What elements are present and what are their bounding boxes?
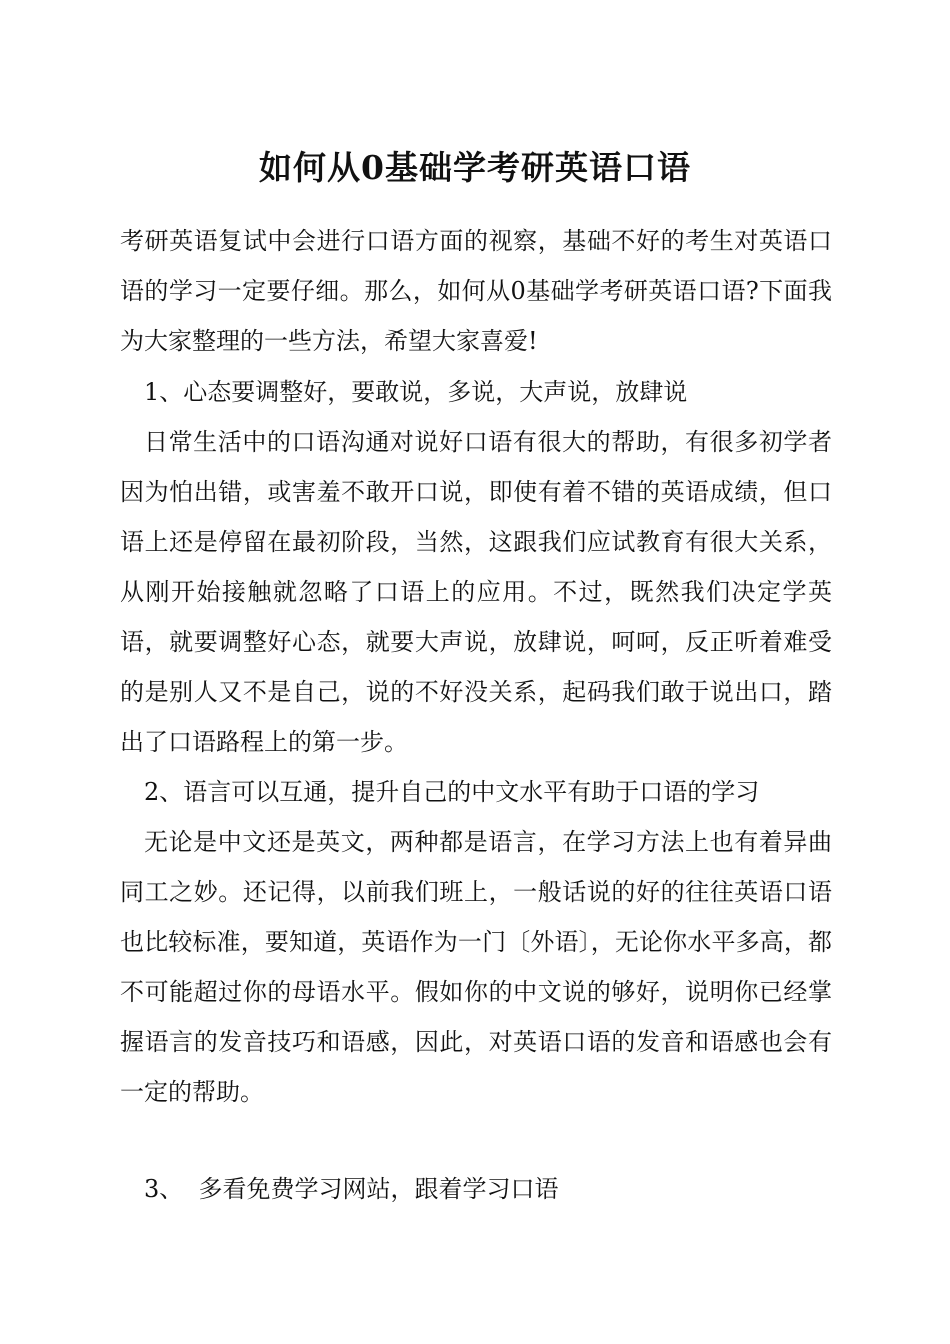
section-3-heading: 3、 多看免费学习网站，跟着学习口语 [144, 1175, 559, 1203]
section-2-body: 无论是中文还是英文，两种都是语言，在学习方法上也有着异曲同工之妙。还记得，以前我们班上，一般话说的好的往往英语口语也比较标准，要知道，英语作为一门〔外语〕，无论你水平多高，都不可能超过你的母语水平。假如你的中文说的够好，说明你已经掌握语言的发音技巧和语感，因此，对英语口语的发音和语感也会有一定的帮助。 [120, 828, 832, 1106]
section-1-heading: 1、心态要调整好，要敢说，多说，大声说，放肆说 [144, 378, 688, 406]
intro-paragraph: 考研英语复试中会进行口语方面的视察，基础不好的考生对英语口语的学习一定要仔细。那么，如何从0基础学考研英语口语?下面我为大家整理的一些方法，希望大家喜爱! [120, 227, 832, 355]
document-title: 如何从0基础学考研英语口语 [259, 148, 691, 187]
section-1-body: 日常生活中的口语沟通对说好口语有很大的帮助，有很多初学者因为怕出错，或害羞不敢开口说，即使有着不错的英语成绩，但口语上还是停留在最初阶段，当然，这跟我们应试教育有很大关系，从刚开始接触就忽略了口语上的应用。不过，既然我们决定学英语，就要调整好心态，就要大声说，放肆说，呵呵，反正听着难受的是别人又不是自己，说的不好没关系，起码我们敢于说出口，踏出了口语路程上的第一步。 [120, 428, 832, 756]
section-2-heading: 2、语言可以互通，提升自己的中文水平有助于口语的学习 [144, 778, 760, 806]
